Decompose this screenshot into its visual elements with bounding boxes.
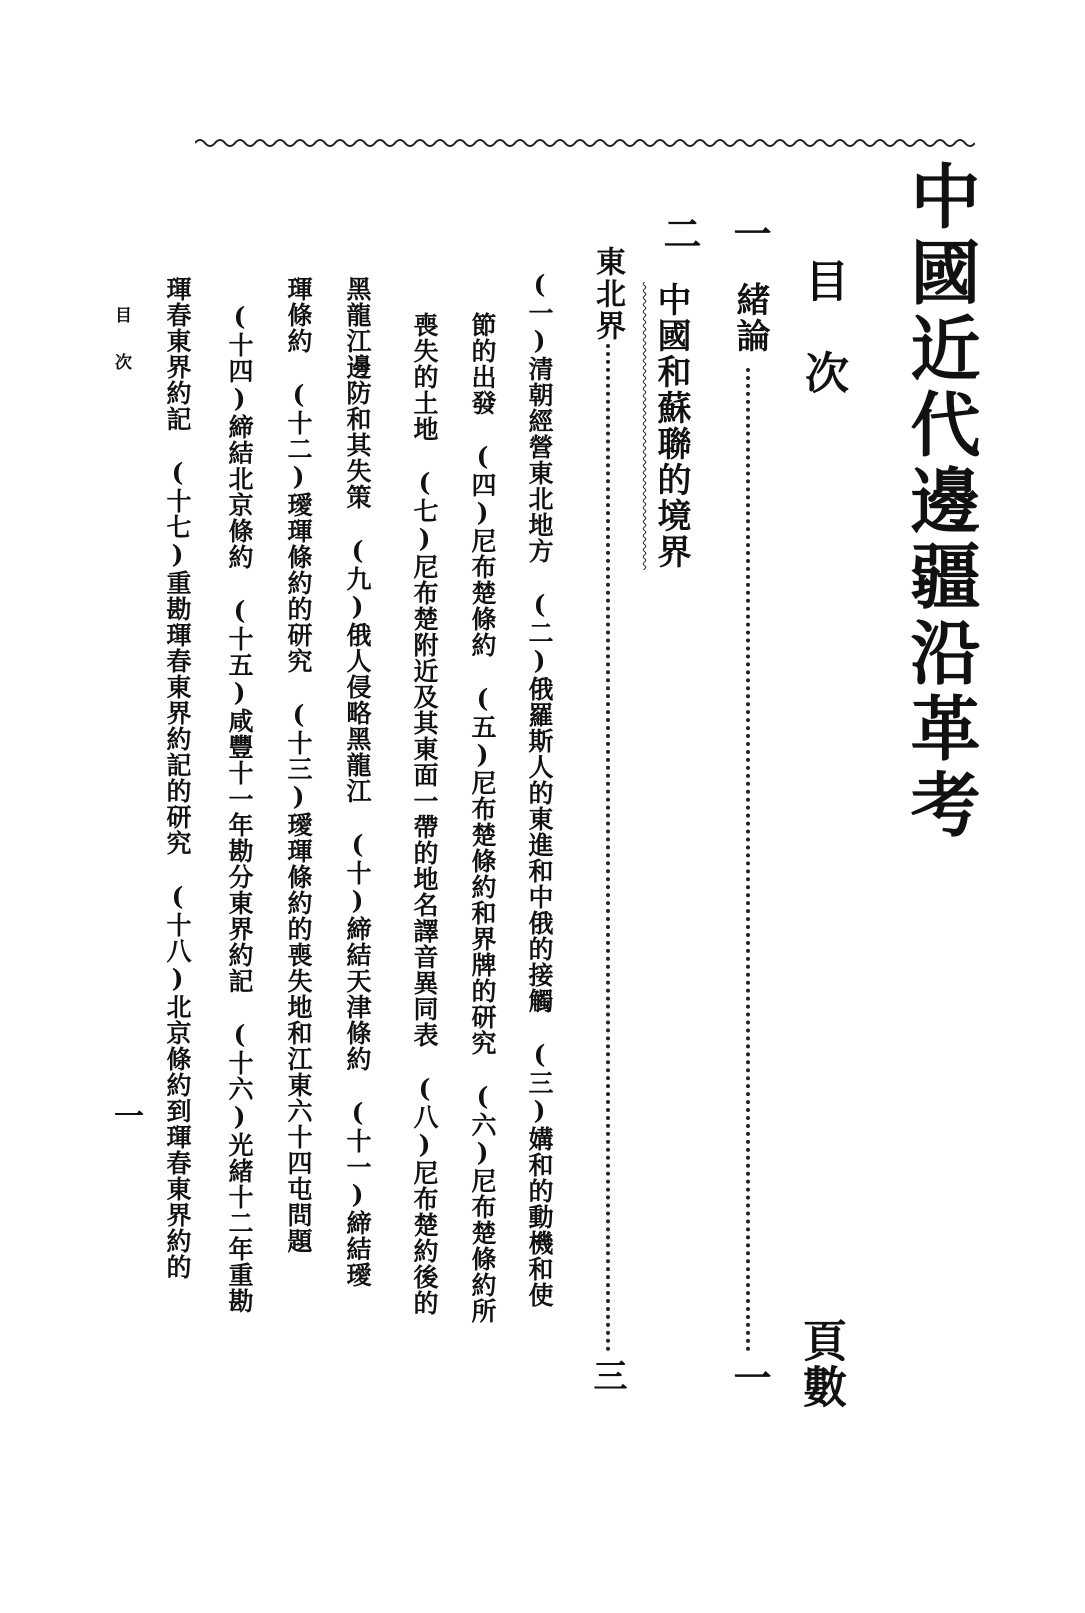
contents-heading: 目 次 [797,258,848,396]
page-number: 一 [108,1100,143,1132]
dot-leader-1 [746,368,750,1352]
subsection-page: 三 [587,1358,627,1394]
page-column-heading: 頁數 [795,1318,846,1410]
section-number-1: 一 [727,214,772,254]
top-wavy-rule [195,136,975,150]
section-title-2: 中國和蘇聯的境界 [651,282,691,570]
section-title-1: 緒論 [730,282,770,354]
entry-line-2: 節的出發 (四)尼布楚條約 (五)尼布楚條約和界牌的研究 (六)尼布楚條約所 [468,312,497,1324]
entry-line-1: (一)清朝經營東北地方 (二)俄羅斯人的東進和中俄的接觸 (三)媾和的動機和使 [525,270,554,1308]
subsection-title: 東北界 [590,246,625,342]
entry-line-6: (十四)締結北京條約 (十五)咸豐十一年勘分東界約記 (十六)光緒十二年重勘 [225,302,254,1314]
entry-line-5: 琿條約 (十二)璦琿條約的研究 (十三)璦琿條約的喪失地和江東六十四屯問題 [284,276,313,1254]
section-number-2: 二 [657,214,702,254]
entry-line-4: 黑龍江邊防和其失策 (九)俄人侵略黑龍江 (十)締結天津條約 (十一)締結璦 [343,276,372,1288]
entry-line-7: 琿春東界約記 (十七)重勘琿春東界約記的研究 (十八)北京條約到琿春東界約的 [163,276,192,1280]
entry-line-3: 喪失的土地 (七)尼布楚附近及其東面一帶的地名譯音異同表 (八)尼布楚約後的 [410,312,439,1316]
book-title: 中國近代邊疆沿革考 [899,160,982,844]
dot-leader-2 [606,344,610,1352]
section-page-1: 一 [727,1358,772,1398]
running-head: 目次 [111,306,131,400]
